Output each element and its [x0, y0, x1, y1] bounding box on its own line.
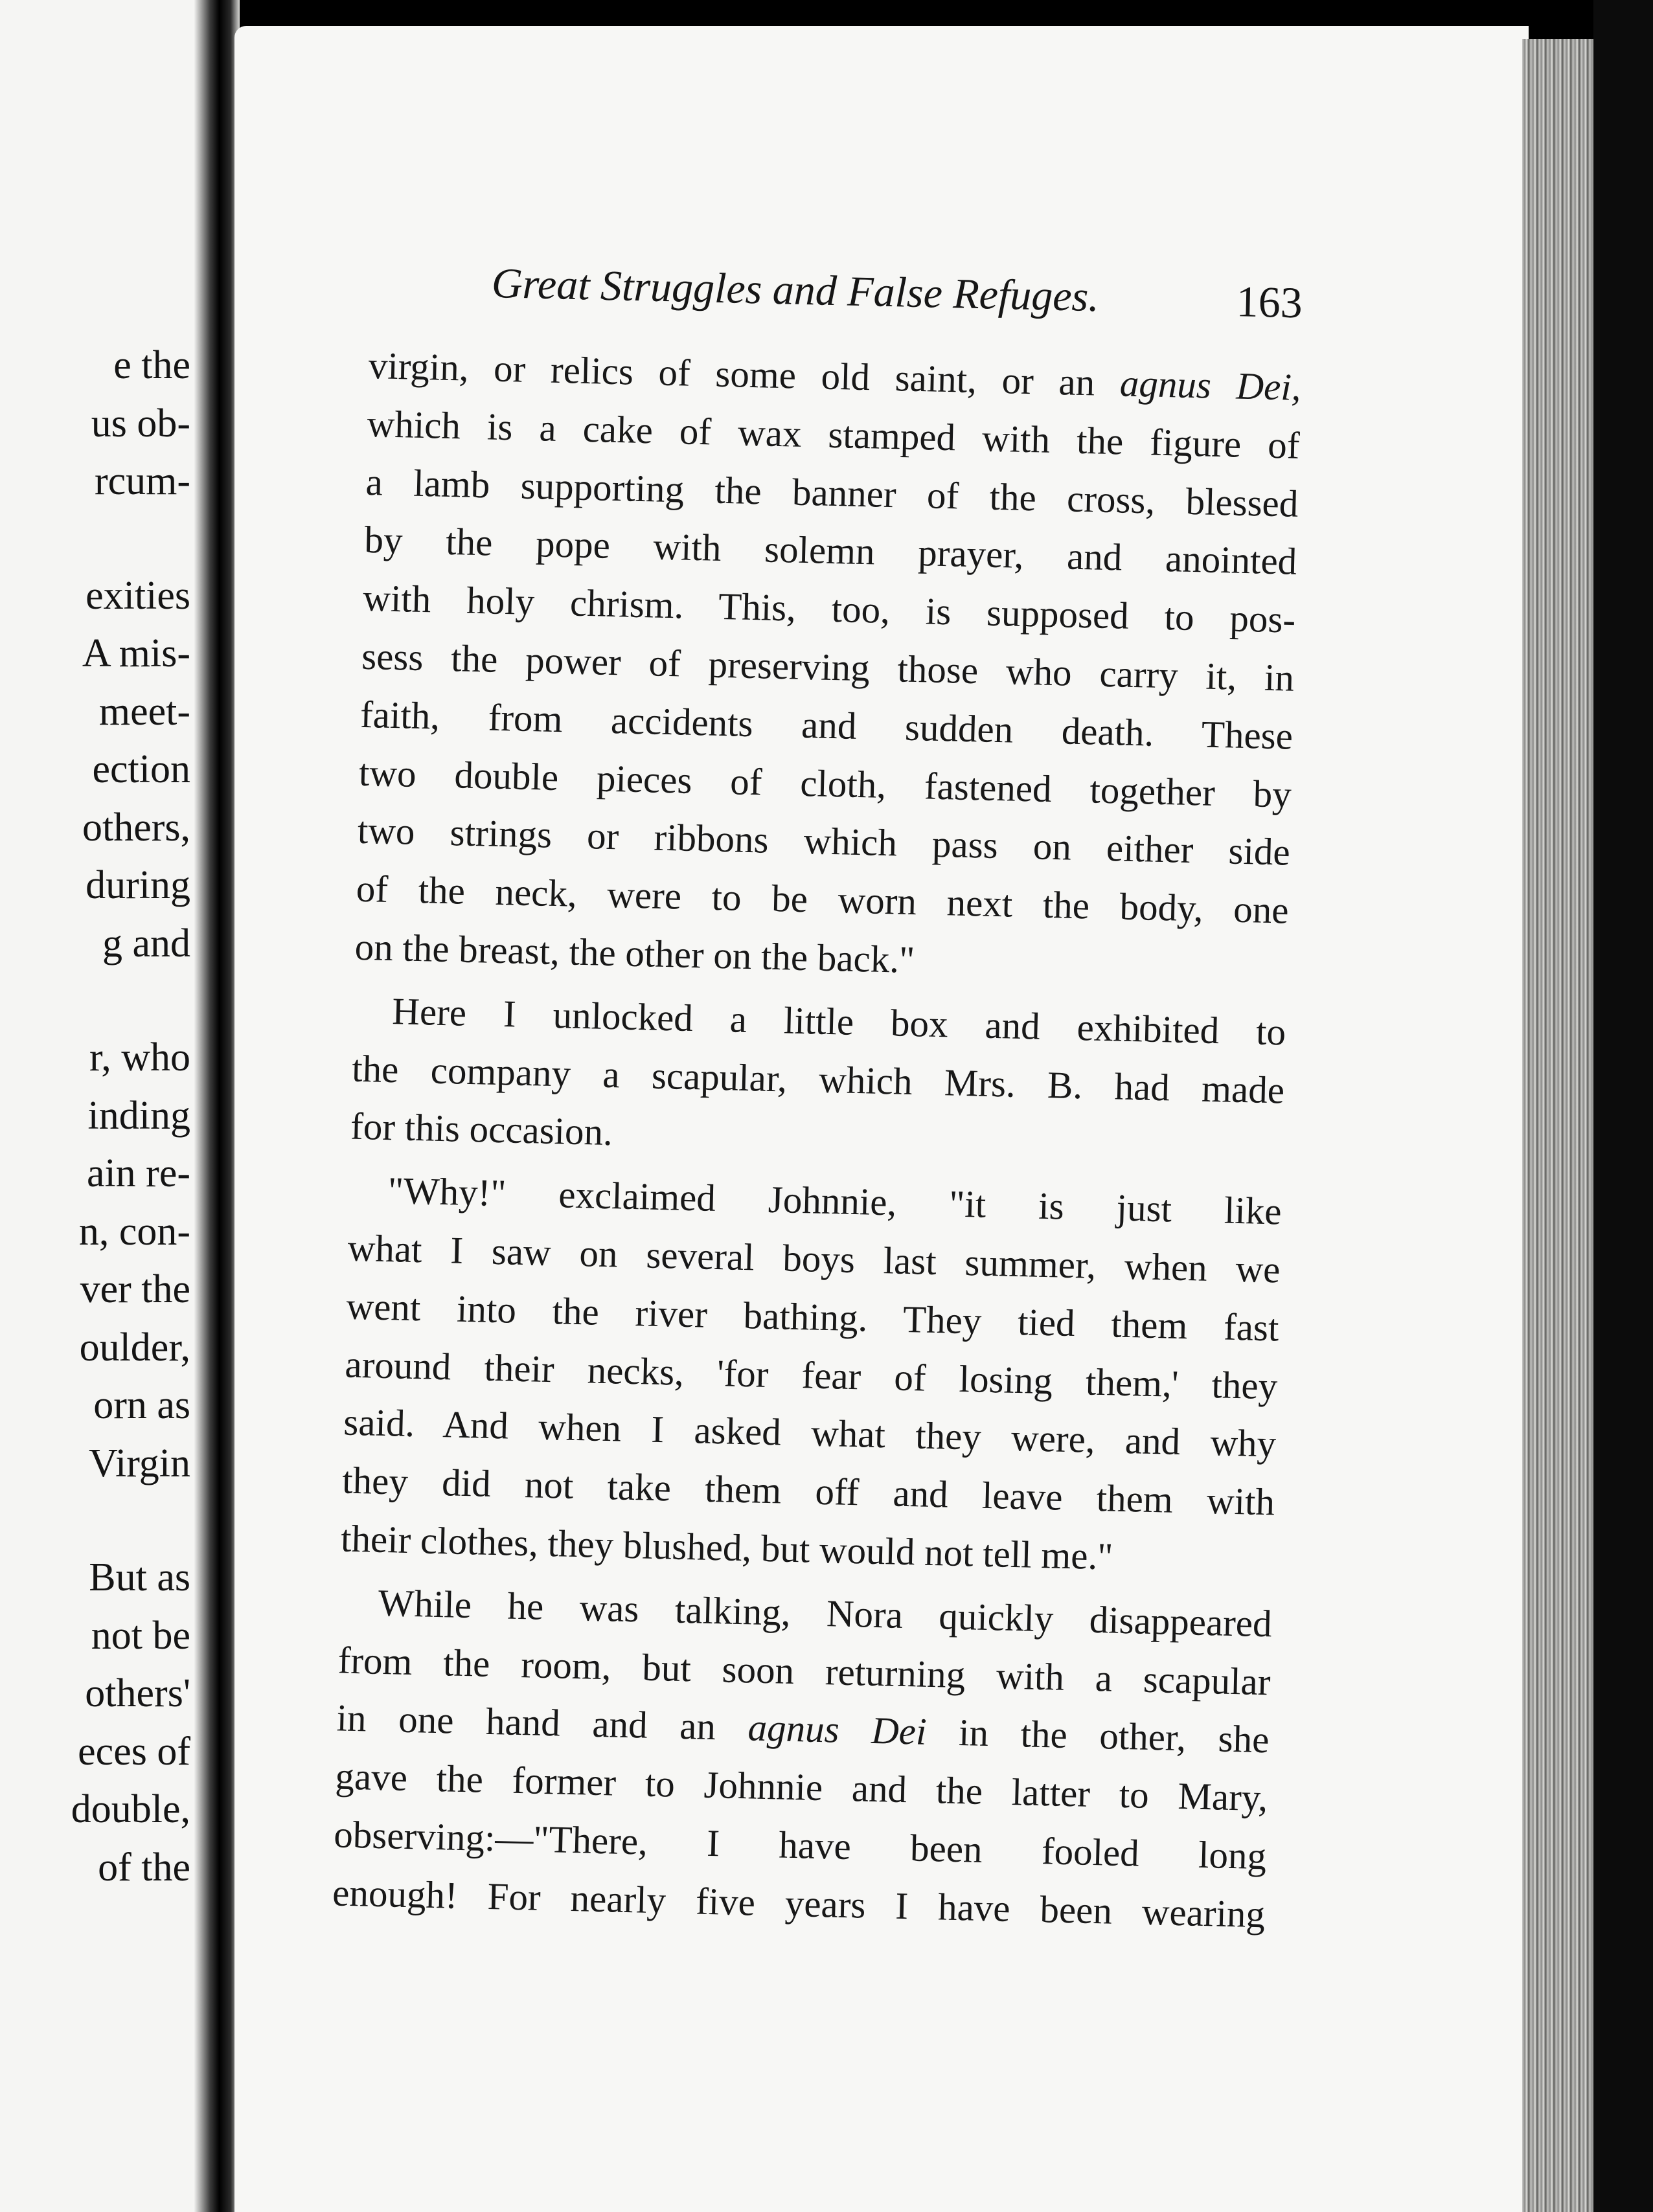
left-page-line: not be: [91, 1613, 190, 1658]
left-page-line: A mis-: [82, 631, 190, 675]
left-page-text: [0, 337, 190, 1897]
left-page-gap: [0, 511, 190, 567]
body-text: [332, 337, 1301, 1944]
left-page-gap: [0, 973, 190, 1029]
text-line: said. And when I asked what they were, and why: [343, 1400, 1277, 1465]
left-page-line: during: [86, 863, 190, 907]
text-line: gave the former to Johnnie and the latter to Mary,: [334, 1754, 1269, 1820]
left-page-line: others,: [82, 805, 190, 850]
left-page-gap: [0, 1493, 190, 1549]
text-line: which is a cake of wax stamped with the figure of: [367, 401, 1301, 467]
left-page-line: eces of: [78, 1729, 190, 1774]
left-page-line: ver the: [80, 1267, 190, 1311]
left-page-line: n, con-: [78, 1209, 190, 1254]
left-page-line: But as: [89, 1555, 190, 1599]
paragraph-start: Here I unlocked a little box and exhibited to: [391, 989, 1286, 1054]
text-line: went into the river bathing. They tied them fast: [345, 1284, 1280, 1349]
text-line: two double pieces of cloth, fastened together by: [358, 751, 1292, 816]
left-page-line: g and: [102, 921, 190, 965]
text-line: in one hand and an agnus Dei in the other, she: [336, 1696, 1270, 1761]
left-page-line: e the: [113, 343, 190, 387]
text-line: of the neck, were to be worn next the body, one: [356, 866, 1290, 932]
text-line: with holy chrism. This, too, is supposed to pos-: [362, 576, 1296, 641]
left-page-line: r, who: [89, 1035, 190, 1079]
left-page-line: ection: [92, 747, 190, 791]
text-line: two strings or ribbons which pass on either side: [357, 809, 1291, 874]
text-line: sess the power of preserving those who carry it, in: [361, 634, 1295, 699]
left-page-line: oulder,: [79, 1325, 190, 1370]
left-page-line: of the: [98, 1845, 190, 1890]
text-line: what I saw on several boys last summer, when we: [347, 1226, 1281, 1291]
text-line: around their necks, 'for fear of losing them,' they: [344, 1342, 1278, 1408]
left-page-line: orn as: [93, 1383, 190, 1427]
text-line: on the breast, the other on the back.": [354, 925, 915, 982]
left-page-line: Virgin: [88, 1441, 190, 1485]
running-head-title: Great Struggles and False Refuges.: [491, 259, 1100, 321]
text-line: their clothes, they blushed, but would not tell me.": [340, 1517, 1114, 1578]
paragraph-start: "Why!" exclaimed Johnnie, "it is just like: [387, 1169, 1282, 1233]
paragraph-start: While he was talking, Nora quickly disappeared: [378, 1581, 1273, 1645]
left-page-line: us ob-: [91, 401, 190, 446]
page-number: 163: [1235, 276, 1303, 328]
book-cover-edge: [1593, 0, 1653, 2212]
left-page-line: ain re-: [86, 1151, 190, 1195]
text-line: enough! For nearly five years I have been wearing: [332, 1871, 1266, 1936]
text-line: virgin, or relics of some old saint, or an agnus Dei,: [368, 343, 1302, 409]
text-line: a lamb supporting the banner of the cross, blessed: [365, 460, 1299, 525]
text-line: faith, from accidents and sudden death. These: [359, 692, 1294, 758]
left-page-line: rcum-: [94, 459, 190, 503]
text-line: the company a scapular, which Mrs. B. had made: [351, 1046, 1285, 1112]
text-line: observing:—"There, I have been fooled long: [333, 1812, 1267, 1878]
text-line: they did not take them off and leave them with: [341, 1458, 1275, 1524]
book-gutter: [194, 0, 240, 2212]
left-page-line: inding: [87, 1093, 190, 1138]
left-page-line: others': [85, 1671, 190, 1715]
page-edges: [1522, 39, 1593, 2212]
text-line: for this occasion.: [350, 1105, 613, 1154]
text-line: from the room, but soon returning with a scapular: [337, 1638, 1271, 1703]
left-page-line: exities: [86, 573, 190, 618]
left-page-line: double,: [71, 1787, 190, 1831]
left-page: [0, 0, 214, 2212]
text-line: by the pope with solemn prayer, and anointed: [363, 518, 1297, 583]
left-page-line: meet-: [98, 689, 190, 734]
